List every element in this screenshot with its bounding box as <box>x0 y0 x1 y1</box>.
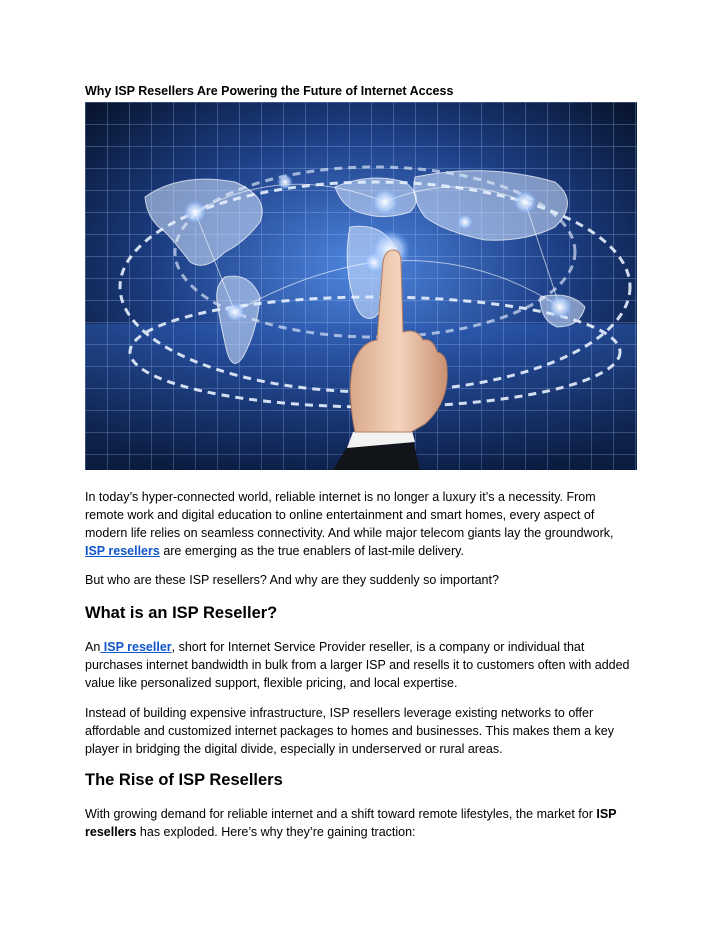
document-title: Why ISP Resellers Are Powering the Future of Internet Access <box>85 84 454 98</box>
rise-text-before: With growing demand for reliable internet and a shift toward remote lifestyles, the market for <box>85 807 597 821</box>
section-heading-what-is: What is an ISP Reseller? <box>85 604 278 622</box>
world-map-network-hand-image <box>85 102 637 470</box>
rise-paragraph <box>85 805 637 841</box>
definition-text-before: An <box>85 640 101 654</box>
intro-text-before: In today’s hyper-connected world, reliable internet is no longer a luxury it’s a necessity. From remote work and digital education to online entertainment and smart homes, every aspect of modern life relies on seamless connectivity. And while major telecom giants lay the groundwork, <box>85 490 614 540</box>
definition-paragraph <box>85 638 637 692</box>
intro-paragraph <box>85 488 637 560</box>
rise-text-bold: ISP resellers <box>85 807 617 839</box>
intro-text-after: are emerging as the true enablers of last-mile delivery. <box>159 544 464 558</box>
isp-reseller-link[interactable]: ISP reseller <box>100 640 172 654</box>
infrastructure-paragraph: Instead of building expensive infrastructure, ISP resellers leverage existing networks to offer affordable and customized internet packages to homes and businesses. This makes them a key player in bridging the digital divide, especially in underserved or rural areas. <box>85 706 615 756</box>
isp-resellers-link[interactable]: ISP resellers <box>85 544 160 558</box>
question-paragraph: But who are these ISP resellers? And why are they suddenly so important? <box>85 573 499 587</box>
rise-text-after: has exploded. Here’s why they’re gaining traction: <box>136 825 416 839</box>
definition-text-after: , short for Internet Service Provider reseller, is a company or individual that purchases internet bandwidth in bulk from a larger ISP and resells it to customers often with added value like personalized support, flexible pricing, and local expertise. <box>85 640 630 690</box>
section-heading-rise: The Rise of ISP Resellers <box>85 771 283 789</box>
